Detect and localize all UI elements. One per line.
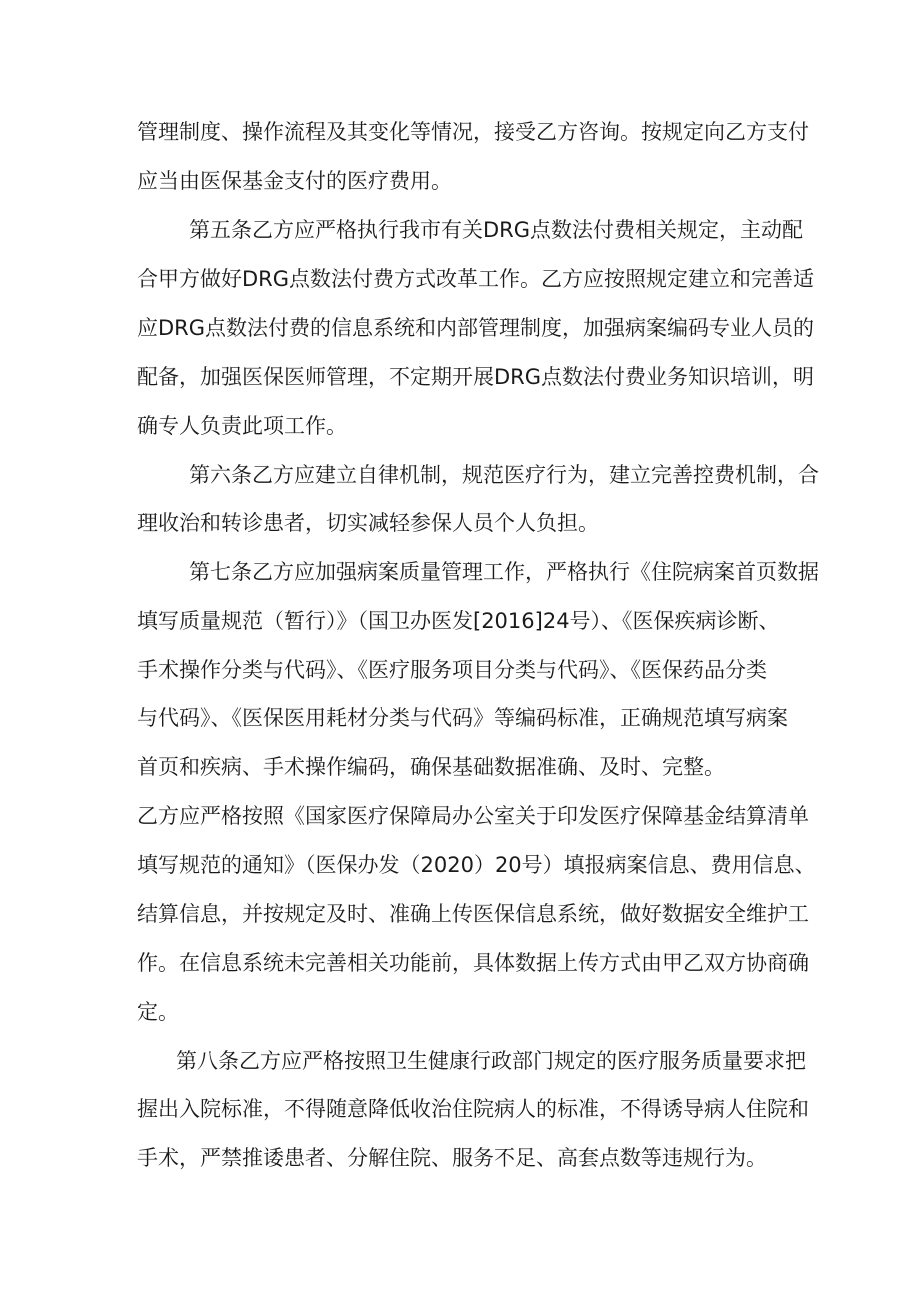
text-line: 填写质量规范（暂行）》（国卫办医发[2016]24号）、《医保疾病诊断、 xyxy=(137,609,780,633)
text-line: 配备，加强医保医师管理，不定期开展DRG点数法付费业务知识培训，明 xyxy=(137,365,815,389)
text-line: 管理制度、操作流程及其变化等情况，接受乙方咨询。按规定向乙方支付 xyxy=(137,120,809,144)
article-8-first-line: 第八条乙方应严格按照卫生健康行政部门规定的医疗服务质量要求把 xyxy=(176,1049,806,1073)
article-5-first-line: 第五条乙方应严格执行我市有关DRG点数法付费相关规定，主动配 xyxy=(189,218,804,242)
text-line: 填写规范的通知》（医保办发（2020）20号）填报病案信息、费用信息、 xyxy=(137,853,816,877)
text-line: 结算信息，并按规定及时、准确上传医保信息系统，做好数据安全维护工 xyxy=(137,902,809,926)
text-line: 手术，严禁推诿患者、分解住院、服务不足、高套点数等违规行为。 xyxy=(137,1146,767,1170)
article-6-first-line: 第六条乙方应建立自律机制，规范医疗行为，建立完善控费机制，合 xyxy=(189,463,819,487)
text-line: 首页和疾病、手术操作编码，确保基础数据准确、及时、完整。 xyxy=(137,755,725,779)
text-line: 合甲方做好DRG点数法付费方式改革工作。乙方应按照规定建立和完善适 xyxy=(137,267,815,291)
text-line: 定。 xyxy=(137,1000,179,1024)
text-line: 乙方应严格按照《国家医疗保障局办公室关于印发医疗保障基金结算清单 xyxy=(137,804,809,828)
text-line: 握出入院标准，不得随意降低收治住院病人的标准，不得诱导病人住院和 xyxy=(137,1097,809,1121)
text-line: 与代码》、《医保医用耗材分类与代码》等编码标准，正确规范填写病案 xyxy=(137,706,788,730)
text-line: 确专人负责此项工作。 xyxy=(137,414,347,438)
text-line: 理收治和转诊患者，切实减轻参保人员个人负担。 xyxy=(137,511,599,535)
article-7-first-line: 第七条乙方应加强病案质量管理工作，严格执行《住院病案首页数据 xyxy=(189,560,819,584)
text-line: 手术操作分类与代码》、《医疗服务项目分类与代码》、《医保药品分类 xyxy=(137,658,767,682)
text-line: 应当由医保基金支付的医疗费用。 xyxy=(137,169,452,193)
text-line: 应DRG点数法付费的信息系统和内部管理制度，加强病案编码专业人员的 xyxy=(137,316,815,340)
text-line: 作。在信息系统未完善相关功能前，具体数据上传方式由甲乙双方协商确 xyxy=(137,951,809,975)
